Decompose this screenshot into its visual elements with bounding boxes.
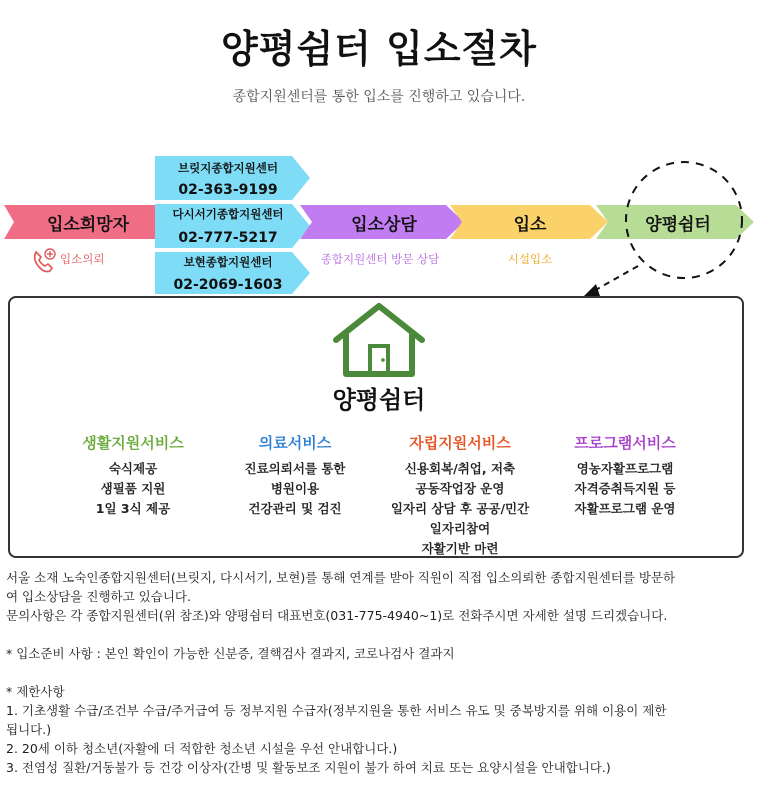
service-item: 1일 3식 제공: [95, 501, 171, 516]
limit-item: 됩니다.): [6, 722, 52, 737]
center3-phone: 02-2069-1603: [173, 277, 283, 293]
service-medical: [210, 432, 380, 519]
page-subtitle: 종합지원센터를 통한 입소를 진행하고 있습니다.: [232, 89, 526, 105]
service-title: 생활지원서비스: [82, 434, 184, 452]
service-item: 생필품 지원: [100, 481, 166, 496]
center2-name: 다시서기종합지원센터: [172, 207, 284, 221]
notes-line: 여 입소상담을 진행하고 있습니다.: [6, 589, 191, 604]
service-title: 프로그램서비스: [574, 434, 676, 452]
limit-item: 1. 기초생활 수급/조건부 수급/주거급여 등 정부지원 수급자(정부지원을 통한 서비스 유도 및 중복방지를 위해 이용이 제한: [6, 703, 667, 718]
step3-label: 입소: [513, 215, 547, 235]
service-item: 자격증취득지원 등: [574, 481, 676, 496]
limit-item: 3. 전염성 질환/거동불가 등 건강 이상자(간병 및 활동보조 지원이 불가 하여 치료 또는 요양시설을 안내합니다.): [6, 760, 611, 775]
service-item: 건강관리 및 검진: [248, 501, 342, 516]
service-title: 의료서비스: [258, 434, 332, 452]
step3-caption: 시설입소: [507, 252, 553, 266]
center1-name: 브릿지종합지원센터: [178, 161, 278, 175]
limits-title: * 제한사항: [6, 684, 65, 699]
pointer-arrow-line: [592, 266, 638, 292]
step1-label: 입소희망자: [46, 215, 130, 235]
notes-line: 문의사항은 각 종합지원센터(위 참조)와 양평쉼터 대표번호(031-775-4940~1)로 전화주시면 자세한 설명 드리겠습니다.: [6, 608, 668, 623]
notes-line: 서울 소재 노숙인종합지원센터(브릿지, 다시서기, 보현)를 통해 연계를 받아 직원이 직접 입소의뢰한 종합지원센터를 방문하: [6, 570, 676, 585]
flow-diagram: [0, 0, 758, 300]
limit-item: 2. 20세 이하 청소년(자활에 더 적합한 청소년 시설을 우선 안내합니다.): [6, 741, 398, 756]
service-living: [48, 432, 218, 519]
step2-label: 입소상담: [351, 215, 417, 235]
service-independence: [370, 432, 550, 559]
service-item: 자활기반 마련: [421, 541, 499, 556]
service-item: 영농자활프로그램: [576, 461, 674, 476]
phone-plus-icon: [35, 249, 55, 272]
service-title: 자립지원서비스: [409, 434, 511, 452]
house-icon: [330, 300, 428, 380]
service-item: 신용회복/취업, 저축: [404, 461, 516, 476]
service-item: 진료의뢰서를 통한: [244, 461, 346, 476]
pointer-arrowhead: [584, 284, 600, 296]
notes-section: [6, 568, 754, 777]
step4-label: 양평쉼터: [645, 215, 711, 235]
service-item: 숙식제공: [108, 461, 158, 476]
shelter-name: 양평쉼터: [332, 386, 426, 414]
page-title: 양평쉼터 입소절차: [221, 27, 537, 71]
service-program: [540, 432, 710, 519]
center1-phone: 02-363-9199: [178, 182, 278, 198]
service-item: 일자리참여: [429, 521, 491, 536]
service-item: 자활프로그램 운영: [574, 501, 676, 516]
step2-caption: 종합지원센터 방문 상담: [320, 252, 440, 266]
service-item: 공동작업장 운영: [415, 481, 505, 496]
prep-note: * 입소준비 사항 : 본인 확인이 가능한 신분증, 결핵검사 결과지, 코로나검사 결과지: [6, 646, 455, 661]
step1-caption: 입소의뢰: [60, 252, 105, 266]
center3-name: 보현종합지원센터: [183, 255, 273, 269]
service-item: 병원이용: [270, 481, 320, 496]
center2-phone: 02-777-5217: [178, 230, 278, 246]
service-item: 일자리 상담 후 공공/민간: [390, 501, 530, 516]
